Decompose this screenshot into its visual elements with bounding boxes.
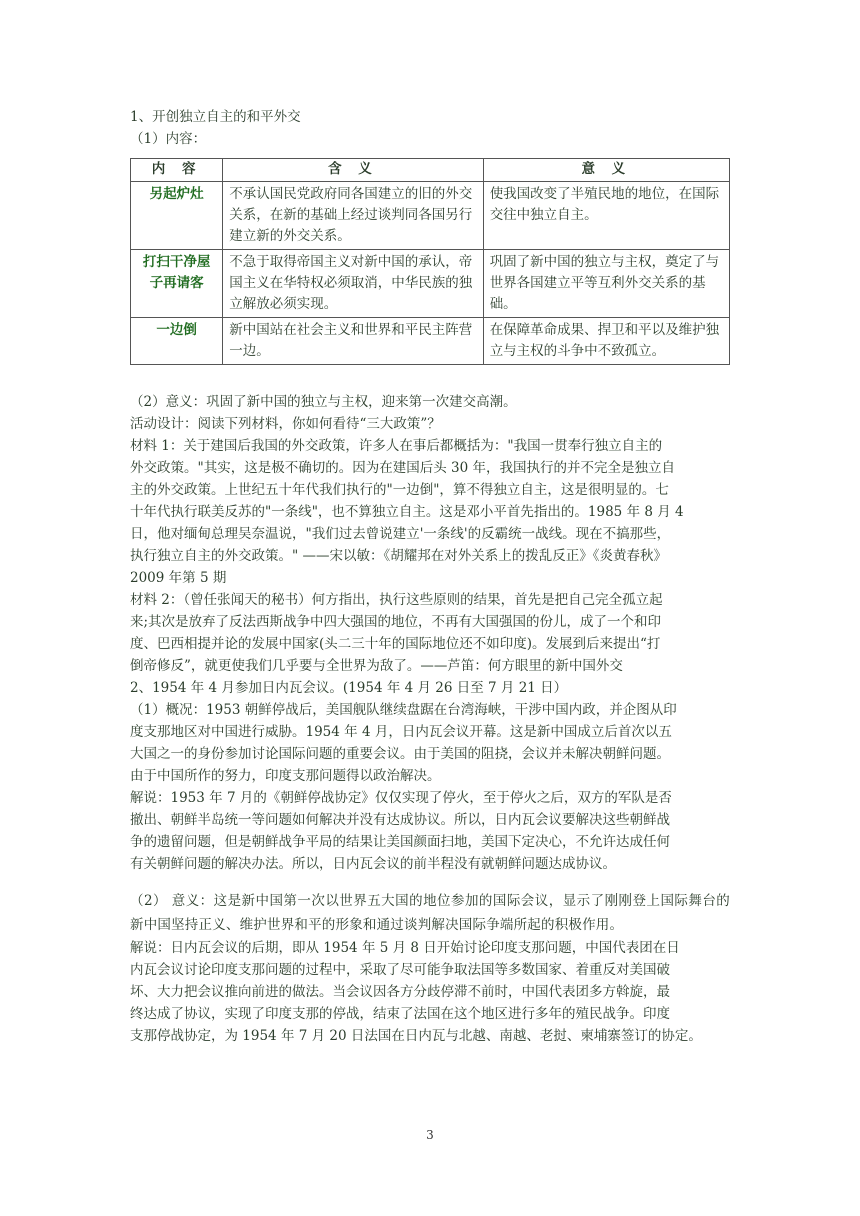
row-key: 打扫干净屋子再请客 <box>131 250 223 318</box>
text-line: 解说：1953 年 7 月的《朝鲜停战协定》仅仅实现了停火，至于停火之后，双方的军队是否 <box>130 790 672 806</box>
text-line: 争的遗留问题，但是朝鲜战争平局的结果让美国颜面扫地，美国下定决心，不允许达成任何 <box>130 834 670 850</box>
text-line: 活动设计：阅读下列材料，你如何看待“三大政策”？ <box>130 416 441 432</box>
subsection-content-label: （1）内容： <box>130 131 207 147</box>
page-number: 3 <box>426 1128 434 1142</box>
header-content: 内 容 <box>131 159 223 182</box>
header-meaning: 含 义 <box>223 159 483 182</box>
text-line: 解说：日内瓦会议的后期，即从 1954 年 5 月 8 日开始讨论印度支那问题，中国代表团在日 <box>130 940 680 956</box>
section-heading-2: 2、1954 年 4 月参加日内瓦会议。(1954 年 4 月 26 日至 7 月 21 日） <box>130 680 568 696</box>
text-line: 由于中国所作的努力，印度支那问题得以政治解决。 <box>130 768 441 784</box>
table-header-row <box>131 159 730 182</box>
text-line: 外交政策。"其实，这是极不确切的。因为在建国后头 30 年，我国执行的并不完全是独立自 <box>130 460 675 476</box>
table-row <box>131 250 730 318</box>
text-line: 来;其次是放弃了反法西斯战争中四大强国的地位，不再有大国强国的份儿，成了一个和印 <box>130 614 662 630</box>
text-line: 终达成了协议，实现了印度支那的停战，结束了法国在这个地区进行多年的殖民战争。印度 <box>130 1006 670 1022</box>
text-line: 度、巴西相提并论的发展中国家(头二三十年的国际地位还不如印度)。发展到后来提出“打 <box>130 636 661 652</box>
text-line: 倒帝修反”，就更使我们几乎要与全世界为敌了。——芦笛：何方眼里的新中国外交 <box>130 658 623 674</box>
text-line: 日，他对缅甸总理吴奈温说，"我们过去曾说建立'一条线'的反霸统一战线。现在不搞那些， <box>130 526 671 542</box>
diplomacy-policy-table <box>130 158 730 365</box>
text-line: 材料 1：关于建国后我国的外交政策，许多人在事后都概括为："我国一贯奉行独立自主的 <box>130 438 663 454</box>
text-line: （1）概况：1953 朝鲜停战后，美国舰队继续盘踞在台湾海峡，干涉中国内政，并企图从印 <box>130 702 677 718</box>
text-line: 度支那地区对中国进行威胁。1954 年 4 月，日内瓦会议开幕。这是新中国成立后首次以五 <box>130 724 672 740</box>
text-line: 2009 年第 5 期 <box>130 570 227 586</box>
text-line: 内瓦会议讨论印度支那问题的过程中，采取了尽可能争取法国等多数国家、着重反对美国破 <box>130 962 670 978</box>
table-row <box>131 182 730 250</box>
table-row <box>131 318 730 365</box>
text-block-1 <box>130 391 730 875</box>
text-line: 撤出、朝鲜半岛统一等问题如何解决并没有达成协议。所以，日内瓦会议要解决这些朝鲜战 <box>130 812 670 828</box>
row-significance: 巩固了新中国的独立与主权，奠定了与世界各国建立平等互利外交关系的基础。 <box>483 250 729 318</box>
text-line: 坏、大力把会议推向前进的做法。当会议因各方分歧停滞不前时，中国代表团多方斡旋，最 <box>130 984 670 1000</box>
spacer <box>130 379 730 391</box>
text-line: 主的外交政策。上世纪五十年代我们执行的"一边倒"，算不得独立自主，这是很明显的。七 <box>130 482 669 498</box>
text-line: 有关朝鲜问题的解决办法。所以，日内瓦会议的前半程没有就朝鲜问题达成协议。 <box>130 856 616 872</box>
row-key: 另起炉灶 <box>131 182 223 250</box>
row-meaning: 不承认国民党政府同各国建立的旧的外交关系，在新的基础上经过谈判同各国另行建立新的外交关系。 <box>223 182 483 250</box>
row-meaning: 不急于取得帝国主义对新中国的承认，帝国主义在华特权必须取消，中华民族的独立解放必须实现。 <box>223 250 483 318</box>
row-meaning: 新中国站在社会主义和世界和平民主阵营一边。 <box>223 318 483 365</box>
text-line: 十年代执行联美反苏的"一条线"，也不算独立自主。这是邓小平首先指出的。1985 年 8 月 4 <box>130 504 684 520</box>
row-significance: 在保障革命成果、捍卫和平以及维护独立与主权的斗争中不致孤立。 <box>483 318 729 365</box>
row-significance: 使我国改变了半殖民地的地位，在国际交往中独立自主。 <box>483 182 729 250</box>
text-line: 支那停战协定，为 1954 年 7 月 20 日法国在日内瓦与北越、南越、老挝、柬埔寨签订的协定。 <box>130 1028 702 1044</box>
text-line: 材料 2：（曾任张闻天的秘书）何方指出，执行这些原则的结果，首先是把自己完全孤立起 <box>130 592 663 608</box>
document-body <box>130 106 730 1047</box>
text-line: （2）意义：巩固了新中国的独立与主权，迎来第一次建交高潮。 <box>130 394 517 410</box>
row-key: 一边倒 <box>131 318 223 365</box>
text-block-2 <box>130 937 730 1047</box>
header-significance: 意 义 <box>483 159 729 182</box>
section-heading-1: 1、开创独立自主的和平外交 <box>130 109 301 125</box>
text-line: 执行独立自主的外交政策。" ——宋以敏：《胡耀邦在对外关系上的拨乱反正》《炎黄春秋》 <box>130 548 667 564</box>
significance-paragraph: （2） 意义：这是新中国第一次以世界五大国的地位参加的国际会议，显示了刚刚登上国际舞台的新中国坚持正义、维护世界和平的形象和通过谈判解决国际争端所起的积极作用。 <box>130 893 730 933</box>
text-line: 大国之一的身份参加讨论国际问题的重要会议。由于美国的阻挠，会议并未解决朝鲜问题。 <box>130 746 670 762</box>
